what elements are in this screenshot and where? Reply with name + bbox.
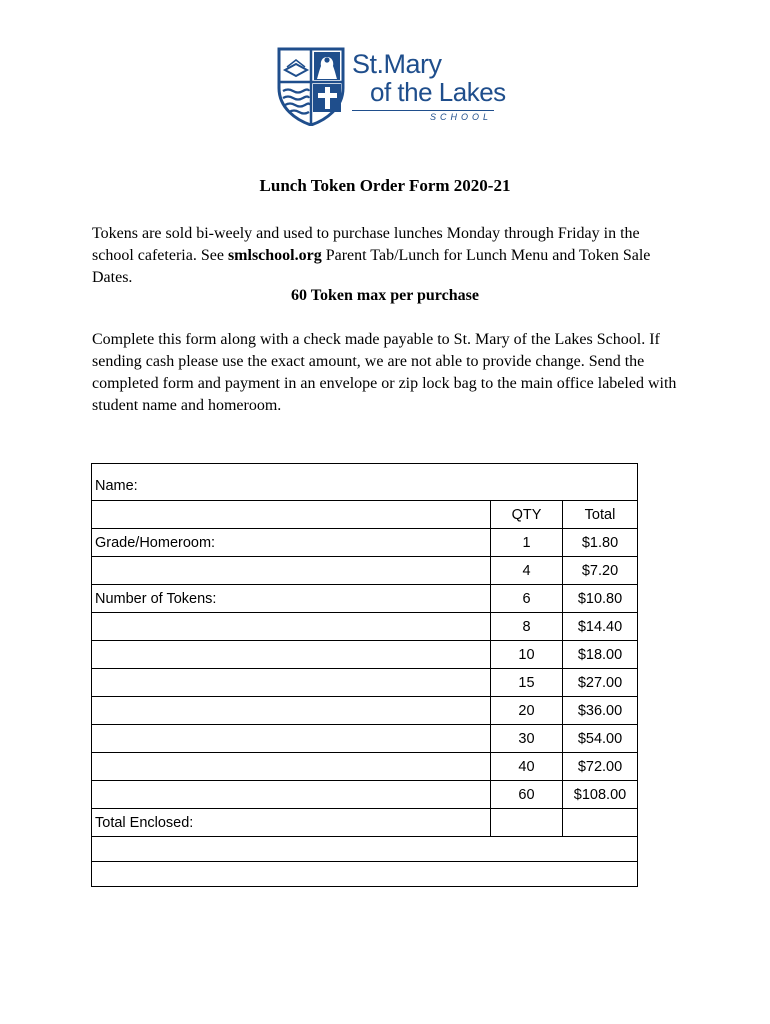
total-cell: $18.00: [562, 641, 637, 668]
total-cell: $54.00: [562, 725, 637, 752]
row-label: [92, 557, 490, 584]
table-row[interactable]: [92, 640, 637, 668]
qty-cell: 10: [490, 641, 562, 668]
qty-cell: 20: [490, 697, 562, 724]
max-token-note: 60 Token max per purchase: [291, 287, 479, 304]
school-logo: [276, 46, 506, 130]
logo-school-text: SCHOOL: [430, 112, 493, 122]
total-header: Total: [562, 501, 637, 528]
table-row[interactable]: [92, 584, 637, 612]
total-cell: $7.20: [562, 557, 637, 584]
total-cell: $108.00: [562, 781, 637, 808]
qty-cell: 1: [490, 529, 562, 556]
website-name: smlschool.org: [227, 247, 322, 264]
total-cell: $10.80: [562, 585, 637, 612]
total-cell: $1.80: [562, 529, 637, 556]
table-row[interactable]: [92, 752, 637, 780]
row-label: [92, 697, 490, 724]
total-cell: $27.00: [562, 669, 637, 696]
qty-cell: 15: [490, 669, 562, 696]
row-label: [92, 781, 490, 808]
form-title: Lunch Token Order Form 2020-21: [259, 176, 511, 195]
blank-row[interactable]: [92, 836, 637, 861]
row-label: [92, 725, 490, 752]
total-cell: $14.40: [562, 613, 637, 640]
qty-cell: 30: [490, 725, 562, 752]
row-label: [92, 669, 490, 696]
order-form-table: [91, 463, 638, 887]
row-label: Number of Tokens:: [95, 590, 217, 607]
total-cell: $72.00: [562, 753, 637, 780]
logo-name-line1: St.Mary: [352, 49, 442, 79]
total-enclosed-qty-cell[interactable]: [490, 809, 562, 836]
intro-text-before: Tokens are sold bi-weely and used to purchase lunches Monday through Friday in the school cafeteria. See: [92, 225, 640, 264]
blank-row[interactable]: [92, 861, 637, 886]
qty-cell: 60: [490, 781, 562, 808]
table-row[interactable]: [92, 528, 637, 556]
header-row: [92, 500, 637, 528]
table-row[interactable]: [92, 780, 637, 808]
name-label: Name:: [95, 478, 138, 494]
header-blank-cell: [92, 501, 490, 528]
table-row[interactable]: [92, 556, 637, 584]
qty-cell: 40: [490, 753, 562, 780]
table-row[interactable]: [92, 668, 637, 696]
row-label: [92, 613, 490, 640]
total-cell: $36.00: [562, 697, 637, 724]
table-row[interactable]: [92, 612, 637, 640]
table-row[interactable]: [92, 696, 637, 724]
instructions-paragraph: Complete this form along with a check made payable to St. Mary of the Lakes School. If sending cash please use the exact amount, we are not able to provide change. Send the completed form and payment in an envelope or zip lock bag to the main office labeled with student name and homeroom.: [92, 331, 677, 414]
intro-text-after: Parent Tab/Lunch for Lunch Menu and Token Sale Dates.: [92, 247, 651, 286]
total-enclosed-row[interactable]: [92, 808, 637, 836]
qty-header: QTY: [490, 501, 562, 528]
total-enclosed-amount-cell[interactable]: [562, 809, 637, 836]
qty-cell: 8: [490, 613, 562, 640]
qty-cell: 6: [490, 585, 562, 612]
shield-crest-icon: [276, 46, 346, 126]
name-row[interactable]: [92, 464, 637, 500]
total-enclosed-label: Total Enclosed:: [95, 814, 194, 831]
table-row[interactable]: [92, 724, 637, 752]
row-label: Grade/Homeroom:: [95, 534, 216, 551]
row-label: [92, 753, 490, 780]
logo-divider: [352, 110, 494, 111]
qty-cell: 4: [490, 557, 562, 584]
row-label: [92, 641, 490, 668]
logo-name-line2: of the Lakes: [370, 77, 506, 107]
intro-paragraph: [92, 223, 682, 289]
